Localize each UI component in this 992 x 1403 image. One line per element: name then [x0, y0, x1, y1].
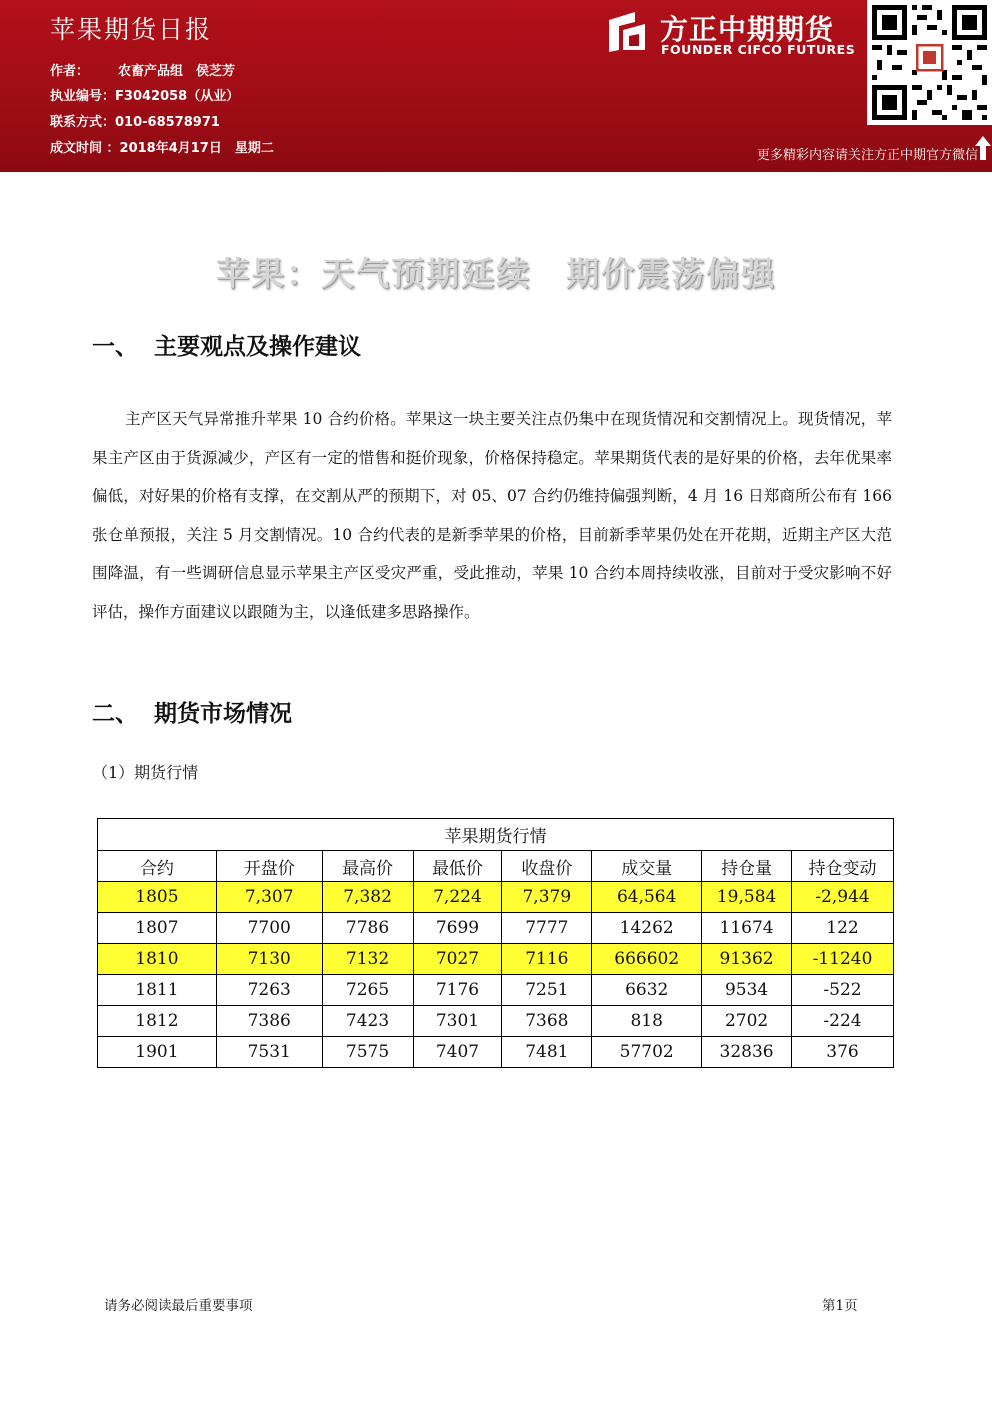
logo-chinese-name: 方正中期期货	[660, 13, 835, 46]
wechat-qr-code	[867, 0, 992, 125]
table-row	[98, 975, 894, 1006]
table-row	[98, 1006, 894, 1037]
table-cell: -224	[792, 1006, 894, 1037]
column-header: 最低价	[413, 851, 502, 882]
table-cell: 7700	[216, 913, 322, 944]
table-cell: 11674	[702, 913, 792, 944]
table-cell: 7265	[322, 975, 413, 1006]
table-caption-row	[98, 819, 894, 851]
table-cell: 7575	[322, 1037, 413, 1068]
table-cell: 2702	[702, 1006, 792, 1037]
table-cell: 7176	[413, 975, 502, 1006]
table-cell: 7027	[413, 944, 502, 975]
date-value: 2018年4月17日 星期二	[119, 141, 274, 156]
table-cell: 666602	[592, 944, 702, 975]
author-label: 作者：	[50, 64, 90, 79]
summary-paragraph: 主产区天气异常推升苹果 10 合约价格。苹果这一块主要关注点仍集中在现货情况和交割情况上。现货情况，苹果主产区由于货源减少，产区有一定的惜售和挺价现象，价格保持稳定。苹果期货代表的是好果的价格，去年优果率偏低，对好果的价格有支撑，在交割从严的预期下，对 05、07 合约仍维持偏强判断，4 月 16 日郑商所公布有 166 张仓单预报，关注 5 月交割情况。10 合约代表的是新季苹果的价格，目前新季苹果仍处在开花期，近期主产区大范围降温，有一些调研信息显示苹果主产区受灾严重，受此推动，苹果 10 合约本周持续收涨，目前对于受灾影响不好评估，操作方面建议以跟随为主，以逢低建多思路操作。	[92, 410, 892, 621]
report-title: 苹果期货日报	[50, 15, 213, 44]
section-number: 二、	[92, 701, 138, 727]
table-cell: 64,564	[592, 882, 702, 913]
header-divider	[0, 165, 992, 172]
table-cell: 7777	[502, 913, 592, 944]
table-cell: 32836	[702, 1037, 792, 1068]
table-row	[98, 882, 894, 913]
author-line	[50, 60, 235, 79]
contract-cell: 1901	[98, 1037, 217, 1068]
table-cell: 14262	[592, 913, 702, 944]
table-cell: -522	[792, 975, 894, 1006]
section-number: 一、	[92, 334, 138, 360]
table-row	[98, 913, 894, 944]
founder-logo-icon	[605, 10, 649, 54]
table-cell: 7301	[413, 1006, 502, 1037]
table-cell: 7786	[322, 913, 413, 944]
table-cell: 7130	[216, 944, 322, 975]
table-cell: 7423	[322, 1006, 413, 1037]
column-header: 开盘价	[216, 851, 322, 882]
table-row	[98, 1037, 894, 1068]
table-header-row	[98, 851, 894, 882]
futures-quote-table	[97, 818, 894, 1068]
table-cell: 7116	[502, 944, 592, 975]
license-value: F3042058（从业）	[115, 89, 240, 104]
date-label: 成文时间 ：	[50, 141, 120, 156]
column-header: 合约	[98, 851, 217, 882]
table-cell: 7,379	[502, 882, 592, 913]
table-cell: 7251	[502, 975, 592, 1006]
table-cell: 7386	[216, 1006, 322, 1037]
table-cell: -2,944	[792, 882, 894, 913]
section-title: 期货市场情况	[154, 701, 292, 727]
document-title: 苹果：天气预期延续 期价震荡偏强	[216, 254, 776, 293]
follow-wechat-text: 更多精彩内容请关注方正中期官方微信	[756, 148, 978, 163]
section-heading-2	[92, 695, 292, 728]
table-cell: 7132	[322, 944, 413, 975]
section-title: 主要观点及操作建议	[154, 334, 361, 360]
table-cell: 9534	[702, 975, 792, 1006]
table-cell: 7531	[216, 1037, 322, 1068]
table-cell: 7699	[413, 913, 502, 944]
table-cell: 7481	[502, 1037, 592, 1068]
table-cell: 6632	[592, 975, 702, 1006]
table-cell: 57702	[592, 1037, 702, 1068]
contract-cell: 1811	[98, 975, 217, 1006]
table-cell: 376	[792, 1037, 894, 1068]
license-line	[50, 85, 239, 104]
table-cell: 818	[592, 1006, 702, 1037]
arrow-up-icon	[974, 134, 992, 162]
table-cell: 122	[792, 913, 894, 944]
contact-label: 联系方式：	[50, 115, 116, 130]
column-header: 成交量	[592, 851, 702, 882]
column-header: 收盘价	[502, 851, 592, 882]
company-logo	[605, 8, 860, 58]
table-cell: 91362	[702, 944, 792, 975]
column-header: 最高价	[322, 851, 413, 882]
logo-english-name: FOUNDER CIFCO FUTURES	[661, 42, 856, 57]
contract-cell: 1812	[98, 1006, 217, 1037]
license-label: 执业编号：	[50, 89, 116, 104]
contact-value: 010-68578971	[115, 115, 220, 130]
page-number: 第1页	[822, 1298, 858, 1314]
author-value: 农畜产品组 侯芝芳	[118, 64, 236, 79]
table-row	[98, 944, 894, 975]
contract-cell: 1810	[98, 944, 217, 975]
column-header: 持仓量	[702, 851, 792, 882]
section-heading-1	[92, 328, 361, 361]
table-cell: 7368	[502, 1006, 592, 1037]
footer-notice: 请务必阅读最后重要事项	[104, 1298, 253, 1314]
report-header	[0, 0, 992, 165]
table-caption: 苹果期货行情	[98, 819, 894, 851]
contract-cell: 1807	[98, 913, 217, 944]
table-cell: 7,224	[413, 882, 502, 913]
contract-cell: 1805	[98, 882, 217, 913]
table-cell: 7,382	[322, 882, 413, 913]
subsection-heading: （1）期货行情	[92, 763, 199, 782]
qr-code-icon	[867, 0, 992, 125]
table-cell: -11240	[792, 944, 894, 975]
table-cell: 7,307	[216, 882, 322, 913]
table-cell: 7263	[216, 975, 322, 1006]
contact-line	[50, 111, 220, 130]
column-header: 持仓变动	[792, 851, 894, 882]
table-cell: 7407	[413, 1037, 502, 1068]
date-line	[50, 137, 274, 156]
table-cell: 19,584	[702, 882, 792, 913]
